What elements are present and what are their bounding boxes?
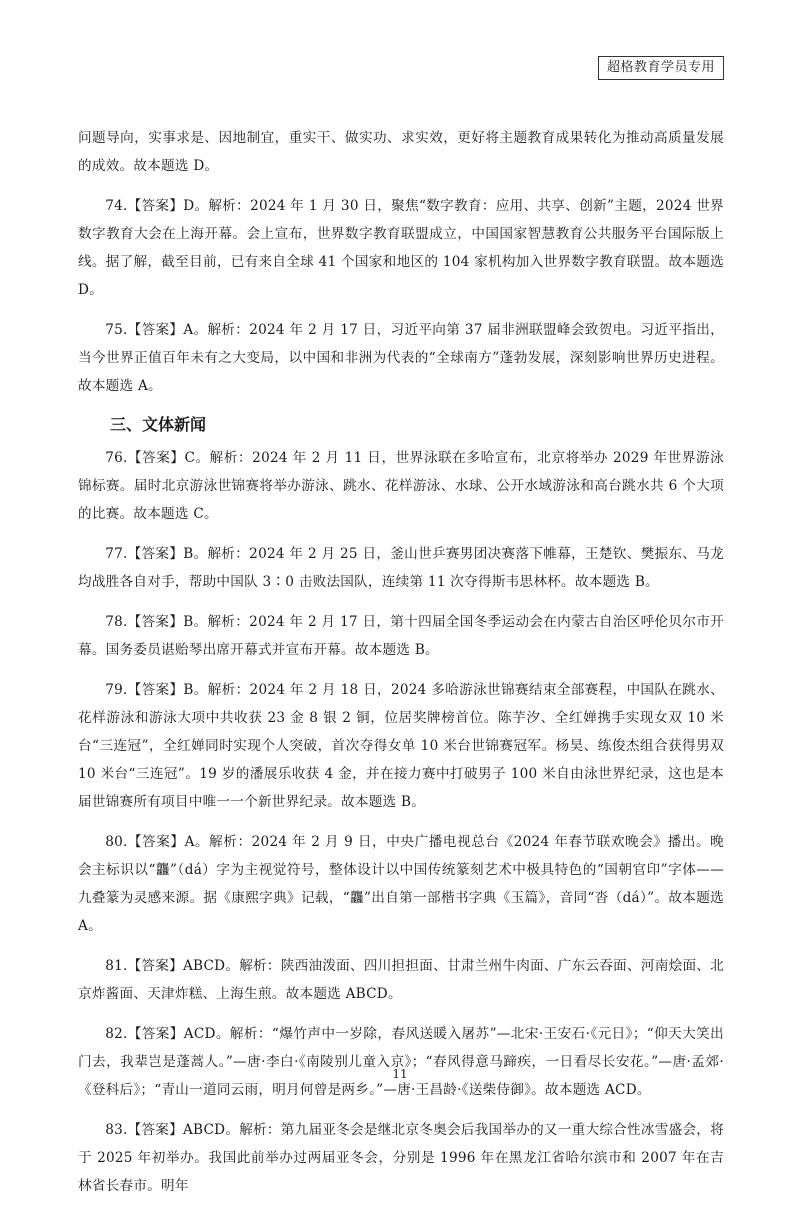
answer-76: 76.【答案】C。解析：2024 年 2 月 11 日，世界泳联在多哈宣布，北京将举办 2029 年世界游泳锦标赛。届时北京游泳世锦赛将举办游泳、跳水、花样游泳、水球、公开水域游泳和高台跳水共 6 个大项的比赛。故本题选 C。 bbox=[78, 450, 724, 522]
page-number: 11 bbox=[392, 1067, 408, 1081]
answer-83: 83.【答案】ABCD。解析：第九届亚冬会是继北京冬奥会后我国举办的又一重大综合性冰雪盛会，将于 2025 年初举办。我国此前举办过两届亚冬会，分别是 1996 年在黑龙江省哈尔滨市和 2007 年在吉林省长春市。明年 bbox=[78, 1122, 724, 1194]
document-body bbox=[78, 124, 724, 1212]
paragraph: 问题导向，实事求是、因地制宜，重实干、做实功、求实效，更好将主题教育成果转化为推动高质量发展的成效。故本题选 D。 bbox=[78, 130, 724, 174]
answer-78: 78.【答案】B。解析：2024 年 2 月 17 日，第十四届全国冬季运动会在内蒙古自治区呼伦贝尔市开幕。国务委员谌贻琴出席开幕式并宣布开幕。故本题选 B。 bbox=[78, 614, 724, 658]
answer-77: 77.【答案】B。解析：2024 年 2 月 25 日，釜山世乒赛男团决赛落下帷幕，王楚钦、樊振东、马龙均战胜各自对手，帮助中国队 3∶0 击败法国队，连续第 11 次夺得斯韦思林杯。故本题选 B。 bbox=[78, 546, 724, 590]
answer-75: 75.【答案】A。解析：2024 年 2 月 17 日，习近平向第 37 届非洲联盟峰会致贺电。习近平指出，当今世界正值百年未有之大变局，以中国和非洲为代表的“全球南方”蓬勃发展，深刻影响世界历史进程。故本题选 A。 bbox=[78, 322, 724, 394]
answer-79: 79.【答案】B。解析：2024 年 2 月 18 日，2024 多哈游泳世锦赛结束全部赛程，中国队在跳水、花样游泳和游泳大项中共收获 23 金 8 银 2 铜，位居奖牌榜首位。陈芋汐、全红婵携手实现女双 10 米台“三连冠”，全红婵同时实现个人突破，首次夺得女单 10 米台世锦赛冠军。杨昊、练俊杰组合获得男双 10 米台“三连冠”。19 岁的潘展乐收获 4 金，并在接力赛中打破男子 100 米自由泳世界纪录，这也是本届世锦赛所有项目中唯一一个新世界纪录。故本题选 B。 bbox=[78, 682, 724, 810]
answer-81: 81.【答案】ABCD。解析：陕西油泼面、四川担担面、甘肃兰州牛肉面、广东云吞面、河南烩面、北京炸酱面、天津炸糕、上海生煎。故本题选 ABCD。 bbox=[78, 958, 724, 1002]
answer-82: 82.【答案】ACD。解析：“爆竹声中一岁除，春风送暖入屠苏”—北宋·王安石·《元日》；“仰天大笑出门去，我辈岂是蓬蒿人。”—唐·李白·《南陵别儿童入京》；“春风得意马蹄疾，一日看尽长安花。”—唐·孟郊·《登科后》；“青山一道同云雨，明月何曾是两乡。”—唐·王昌龄·《送柴侍御》。故本题选 ACD。 bbox=[78, 1026, 724, 1098]
header-label: 超格教育学员专用 bbox=[598, 56, 724, 80]
answer-80: 80.【答案】A。解析：2024 年 2 月 9 日，中央广播电视总台《2024 年春节联欢晚会》播出。晚会主标识以“龘”（dá）字为主视觉符号，整体设计以中国传统篆刻艺术中极具特色的“国朝官印”字体——九叠篆为灵感来源。据《康熙字典》记载，“龘”出自第一部楷书字典《玉篇》，音同“沓（dá）”。故本题选 A。 bbox=[78, 834, 724, 934]
answer-74: 74.【答案】D。解析：2024 年 1 月 30 日，聚焦“数字教育：应用、共享、创新”主题，2024 世界数字教育大会在上海开幕。会上宣布，世界数字教育联盟成立，中国国家智慧教育公共服务平台国际版上线。据了解，截至目前，已有来自全球 41 个国家和地区的 104 家机构加入世界数字教育联盟。故本题选 D。 bbox=[78, 198, 724, 298]
section-heading: 三、文体新闻 bbox=[110, 415, 207, 434]
